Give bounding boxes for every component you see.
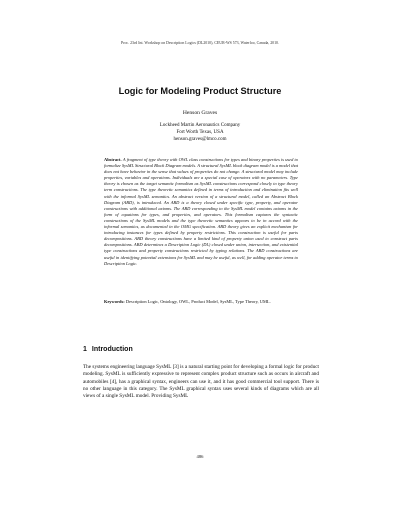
author-email: henson.graves@lmco.com	[173, 137, 227, 142]
section-number: 1	[83, 346, 87, 353]
keywords-label: Keywords:	[104, 299, 125, 304]
abstract-text: A fragment of type theory with OWL class constructions for types and binary properties is used to formalize SysML Structural Block Diagram models. A structural SysML block diagram model is a model that does not have behavior in the sense that values of properties do not change. A structural model may include properties, variables and operations. Individuals are a special case of operators with no parameters. Type theory is chosen as the target semantic formalism as SysML constructions correspond closely to type theory term constructions. The type theoretic semantics defined in terms of introduction and elimination fits well with the informal SysML semantics. An abstract version of a structural model, called an Abstract Block Diagram (ABD), is introduced. An ABD is a theory closed under specific type, property, and operator constructions with additional axioms. The ABD corresponding to the SysML model contains axioms in the form of equations for types, and properties, and operators. This formalism captures the syntactic constructions of the SysML models and the type theoretic semantics appears to be in accord with the informal semantics, as documented in the OMG specification. ABD theory gives an explicit mechanism for introducing instances for types defined by property restrictions. This construction is useful for parts decompositions. ABD theory constructions have a limited kind of property union used to construct parts decompositions. ABD determines a Description Logic (DL) closed under union, intersection, and existential type constructions and property constructions restricted by typing relations. The ABD constructions are useful in identifying potential extensions for SysML and may be useful, as well, for adding operator terms to Description Logic.	[104, 157, 298, 266]
author-name: Henson Graves	[182, 110, 218, 116]
abstract-label: Abstract.	[104, 157, 122, 162]
section-heading	[83, 346, 133, 353]
paper-title: Logic for Modeling Product Structure	[118, 86, 282, 96]
keywords-text: Description Logic, Ontology, OWL, Product Model, SysML, Type Theory, UML.	[125, 299, 271, 304]
keywords	[104, 299, 298, 305]
affiliation-location: Fort Worth Texas, USA	[176, 130, 224, 135]
abstract	[104, 157, 298, 267]
introduction-paragraph: The systems engineering language SysML [3] is a natural starting point for developing a formal logic for product modeling. SysML is sufficiently expressive to represent complex product structure such as occurs in aircraft and automobiles [4], has a graphical syntax, engineers can use it, and it has good commercial tool support. There is no other language in this category. The SysML graphical syntax uses several kinds of diagrams which are all views of a single SysML model. Providing SysML	[83, 364, 319, 400]
affiliation-organization: Lockheed Martin Aeronautics Company	[159, 123, 241, 128]
author-affiliation	[60, 122, 340, 143]
page-number: 486	[196, 454, 204, 459]
section-title-text: Introduction	[91, 346, 133, 353]
proceedings-header: Proc. 23rd Int. Workshop on Description Logics (DL2010), CEUR-WS 573, Waterloo, Canada, 2010.	[121, 41, 279, 45]
